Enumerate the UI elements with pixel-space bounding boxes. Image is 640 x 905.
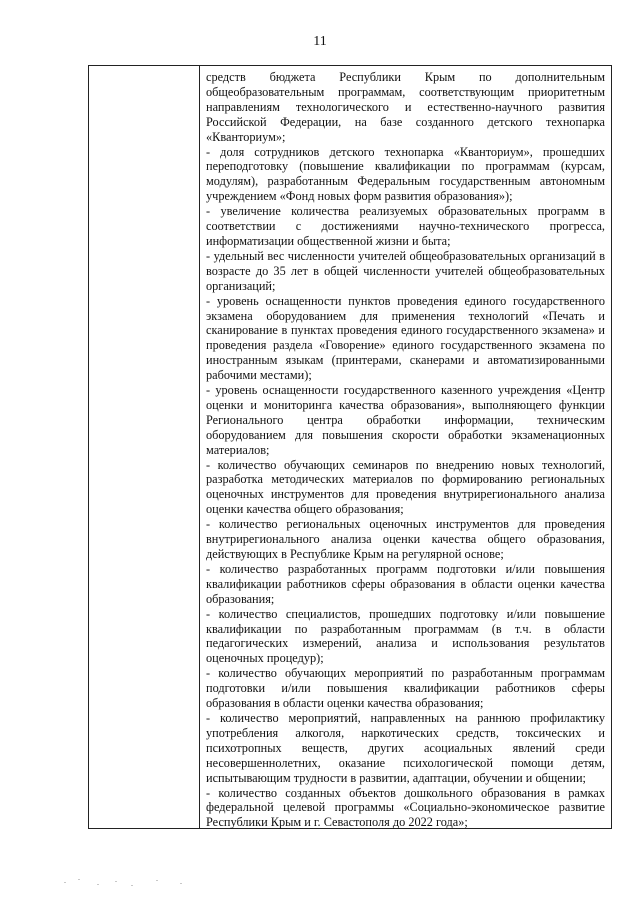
table-paragraph: - количество мероприятий, направленных на раннюю профилактику употребления алкоголя, наркотических средств, токсических и психотропных веществ, других асоциальных явлений среди несовершеннолетних, оказание психологической помощи детям, испытывающим трудности в развитии, адаптации, обучении и общении; xyxy=(206,710,605,785)
table-paragraph: - количество специалистов, прошедших подготовку и/или повышение квалификации по разработанным программам (в т.ч. в области педагогических измерений, анализа и использования результатов оценочных процедур); xyxy=(206,606,605,666)
table-paragraph: - количество обучающих мероприятий по разработанным программам подготовки и/или повышения квалификации работников сферы образования в области оценки качества образования; xyxy=(206,666,605,711)
table-right-column xyxy=(200,66,611,828)
table-paragraph: - уровень оснащенности государственного казенного учреждения «Центр оценки и мониторинга качества образования», выполняющего функции Регионального центра обработки информации, техническим оборудованием для повышения скорости обработки экзаменационных материалов; xyxy=(206,383,605,457)
table-paragraph: - количество разработанных программ подготовки и/или повышения квалификации работников сферы образования в области оценки качества образования; xyxy=(206,561,605,606)
table-paragraph: - количество созданных объектов дошкольного образования в рамках федеральной целевой программы «Социально-экономическое развитие Республики Крым и г. Севастополя до 2022 года»; xyxy=(206,785,605,830)
table-paragraph: - количество региональных оценочных инструментов для проведения внутрирегионального анализа оценки качества общего образования, действующих в Республике Крым на регулярной основе; xyxy=(206,517,605,561)
table-paragraph: - уровень оснащенности пунктов проведения единого государственного экзамена оборудованием для применения технологий «Печать и сканирование в пунктах проведения единого государственного экзамена» и проведения раздела «Говорение» единого государственного экзамена по иностранным языкам (принтерами, сканерами и автоматизированными рабочими местами); xyxy=(206,293,605,383)
scan-noise xyxy=(60,876,260,888)
table-paragraph: средств бюджета Республики Крым по дополнительным общеобразовательным программам, соответствующим приоритетным направлениям технологического и естественно-научного развития Российской Федерации, на базе созданного детского технопарка «Кванториум»; xyxy=(206,70,605,144)
indicators-table xyxy=(88,65,612,829)
table-paragraph: - увеличение количества реализуемых образовательных программ в соответствии с достижениями научно-технического прогресса, информатизации общественной жизни и быта; xyxy=(206,204,605,248)
table-paragraph: - количество обучающих семинаров по внедрению новых технологий, разработка методических материалов по формированию региональных оценочных инструментов для проведения внутрирегионального анализа оценки качества общего образования; xyxy=(206,457,605,517)
table-paragraph: - доля сотрудников детского технопарка «Кванториум», прошедших переподготовку (повышение квалификации по программам (курсам, модулям), разработанным Федеральным государственным автономным учреждением «Фонд новых форм развития образования»); xyxy=(206,144,605,204)
table-left-column xyxy=(89,66,200,828)
page-number: 11 xyxy=(313,34,327,49)
table-paragraph: - удельный вес численности учителей общеобразовательных организаций в возрасте до 35 лет в общей численности учителей общеобразовательных организаций; xyxy=(206,248,605,293)
